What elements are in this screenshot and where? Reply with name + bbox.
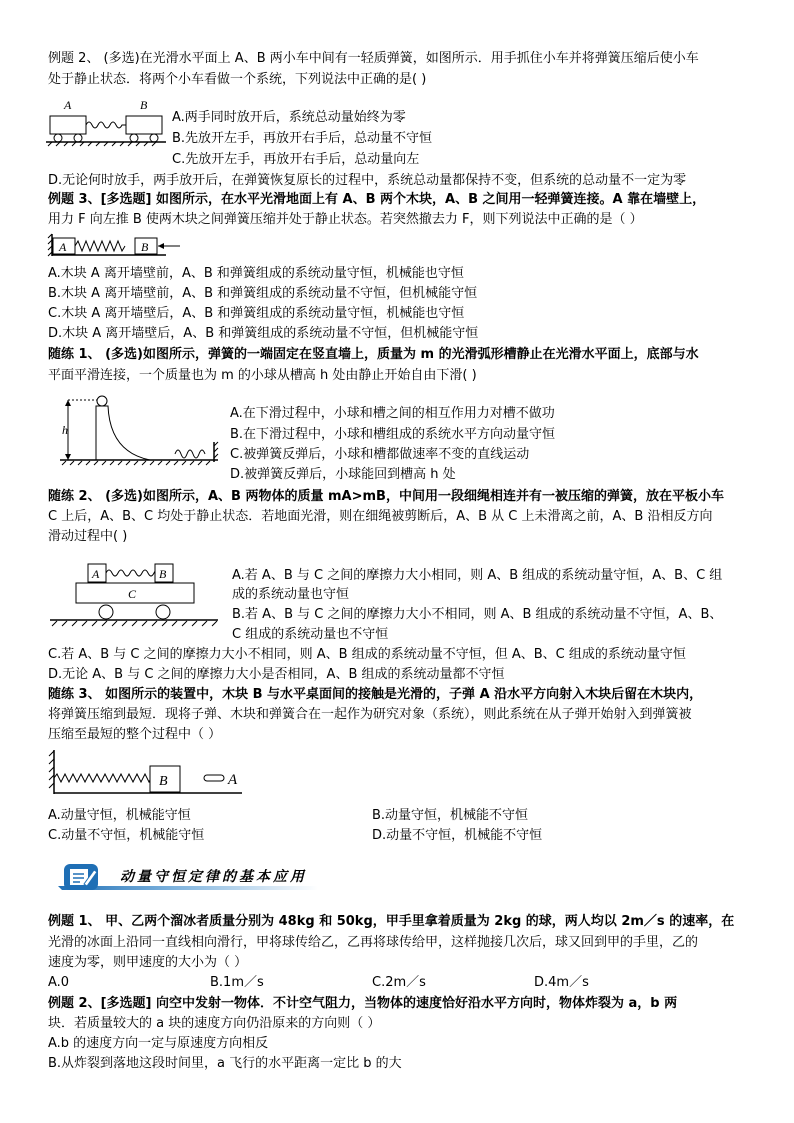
p2-option-b-line2: C 组成的系统动量也不守恒 xyxy=(232,627,389,642)
ex1-option-c: C.2m／s xyxy=(372,975,426,990)
p2-cart-figure xyxy=(48,558,220,636)
p1-stem-line1: 随练 1、 (多选)如图所示，弹簧的一端固定在竖直墙上，质量为 m 的光滑弧形槽静止在光滑水平面上，底部与水 xyxy=(48,347,699,362)
p2-label-a: A xyxy=(92,567,100,581)
p2-spring xyxy=(106,570,163,576)
ex2-option-d: D.无论何时放手，两手放开后，在弹簧恢复原长的过程中，系统总动量都保持不变，但系统的总动量不一定为零 xyxy=(48,173,687,188)
p2-option-a-line2: 成的系统动量也守恒 xyxy=(232,587,350,602)
ex3-block-figure xyxy=(46,232,186,260)
ex3-option-b: B.木块 A 离开墙壁前，A、B 和弹簧组成的系统动量不守恒，但机械能守恒 xyxy=(48,286,478,301)
p2-option-b-line1: B.若 A、B 与 C 之间的摩擦力大小不相同，则 A、B 组成的系统动量不守恒，A、B、 xyxy=(232,607,723,622)
p2-label-b: B xyxy=(159,567,167,581)
p2-option-a-line1: A.若 A、B 与 C 之间的摩擦力大小相同，则 A、B 组成的系统动量守恒，A、B、C 组 xyxy=(232,568,723,583)
p3-option-b: B.动量守恒，机械能不守恒 xyxy=(372,808,529,823)
p2-label-c: C xyxy=(128,587,137,601)
p1-spring xyxy=(175,450,205,458)
ex1-stem-line2: 光滑的冰面上沿同一直线相向滑行，甲将球传给乙，乙再将球传给甲，这样抛接几次后，球又回到甲的手里，乙的 xyxy=(48,935,699,950)
cart-b xyxy=(126,116,162,134)
p1-trough xyxy=(96,406,150,460)
ex2-stem-line2: 处于静止状态．将两个小车看做一个系统，下列说法中正确的是( ) xyxy=(48,72,427,87)
p1-stem-line2: 平面平滑连接，一个质量也为 m 的小球从槽高 h 处由静止开始自由下滑( ) xyxy=(48,368,477,383)
ex2-label-a: A xyxy=(64,98,72,112)
ex2b-stem-line1: 例题 2、[多选题] 向空中发射一物体．不计空气阻力，当物体的速度恰好沿水平方向时，物体炸裂为 a，b 两 xyxy=(48,996,678,1011)
ex1-option-d: D.4m／s xyxy=(534,975,589,990)
p1-option-a: A.在下滑过程中，小球和槽之间的相互作用力对槽不做功 xyxy=(230,406,555,421)
ex3-option-d: D.木块 A 离开墙壁后，A、B 和弹簧组成的系统动量不守恒，但机械能守恒 xyxy=(48,326,479,341)
ex1-stem-line3: 速度为零，则甲速度的大小为（ ） xyxy=(48,955,248,970)
cart-a xyxy=(50,116,86,134)
ex3-option-c: C.木块 A 离开墙壁后，A、B 和弹簧组成的系统动量守恒，机械能也守恒 xyxy=(48,306,465,321)
ex1-option-b: B.1m／s xyxy=(210,975,264,990)
ex3-stem-line1: 例题 3、[多选题] 如图所示，在水平光滑地面上有 A、B 两个木块，A、B 之间用一轻弹簧连接。A 靠在墙壁上， xyxy=(48,192,706,207)
force-arrow xyxy=(158,243,164,249)
ex1-option-a: A.0 xyxy=(48,975,70,990)
p2-option-d: D.无论 A、B 与 C 之间的摩擦力大小是否相同，A、B 组成的系统动量都不守恒 xyxy=(48,667,505,682)
p3-label-b: B xyxy=(159,774,168,789)
p2-stem-line3: 滑动过程中( ) xyxy=(48,529,128,544)
ex2b-option-b: B.从炸裂到落地这段时间里，a 飞行的水平距离一定比 b 的大 xyxy=(48,1056,402,1071)
p1-option-d: D.被弹簧反弹后，小球能回到槽高 h 处 xyxy=(230,467,456,482)
p3-option-d: D.动量不守恒，机械能不守恒 xyxy=(372,828,543,843)
p3-bullet xyxy=(204,775,224,781)
p1-label-h: h xyxy=(62,423,68,437)
p1-ball xyxy=(97,396,107,406)
ex2-spring xyxy=(86,122,126,128)
ex2-cart-figure xyxy=(46,96,166,152)
p3-stem-line2: 将弹簧压缩到最短．现将子弹、木块和弹簧合在一起作为研究对象（系统），则此系统在从子弹开始射入到弹簧被 xyxy=(48,707,692,722)
ex2-stem-line1: 例题 2、 (多选)在光滑水平面上 A、B 两小车中间有一轻质弹簧，如图所示．用手抓住小车并将弹簧压缩后使小车 xyxy=(48,51,699,66)
p2-option-c: C.若 A、B 与 C 之间的摩擦力大小不相同，则 A、B 组成的系统动量不守恒，但 A、B、C 组成的系统动量守恒 xyxy=(48,647,686,662)
ex2-option-b: B.先放开左手，再放开右手后，总动量不守恒 xyxy=(172,131,433,146)
ex1-stem-line1: 例题 1、 甲、乙两个溜冰者质量分别为 48kg 和 50kg，甲手里拿着质量为 2kg 的球，两人均以 2m／s 的速率，在 xyxy=(48,914,735,929)
p1-option-c: C.被弹簧反弹后，小球和槽都做速率不变的直线运动 xyxy=(230,447,530,462)
p3-option-a: A.动量守恒，机械能守恒 xyxy=(48,808,191,823)
section-title: 动量守恒定律的基本应用 xyxy=(120,869,307,885)
ex2-label-b: B xyxy=(140,98,148,112)
ex2-option-a: A.两手同时放开后，系统总动量始终为零 xyxy=(172,110,406,125)
p3-stem-line1: 随练 3、 如图所示的装置中，木块 B 与水平桌面间的接触是光滑的，子弹 A 沿水平方向射入木块后留在木块内， xyxy=(48,687,703,702)
p2-stem-line1: 随练 2、 (多选)如图所示，A、B 两物体的质量 mA>mB，中间用一段细绳相连并有一被压缩的弹簧，放在平板小车 xyxy=(48,489,724,504)
ex2-option-c: C.先放开左手，再放开右手后，总动量向左 xyxy=(172,152,420,167)
ex2b-stem-line2: 块．若质量较大的 a 块的速度方向仍沿原来的方向则（ ） xyxy=(48,1016,381,1031)
p3-label-a: A xyxy=(228,772,238,788)
p1-option-b: B.在下滑过程中，小球和槽组成的系统水平方向动量守恒 xyxy=(230,427,556,442)
p3-option-c: C.动量不守恒，机械能守恒 xyxy=(48,828,205,843)
p3-stem-line3: 压缩至最短的整个过程中（ ） xyxy=(48,727,222,742)
ex3-stem-line2: 用力 F 向左推 B 使两木块之间弹簧压缩并处于静止状态。若突然撤去力 F，则下列说法中正确的是（ ） xyxy=(48,212,643,227)
ex3-label-b: B xyxy=(141,240,149,254)
ex3-option-a: A.木块 A 离开墙壁前，A、B 和弹簧组成的系统动量守恒，机械能也守恒 xyxy=(48,266,464,281)
p1-trough-figure xyxy=(50,392,226,468)
ex2b-option-a: A.b 的速度方向一定与原速度方向相反 xyxy=(48,1036,269,1051)
p2-stem-line2: C 上后，A、B、C 均处于静止状态．若地面光滑，则在细绳被剪断后，A、B 从 C 上未滑离之前，A、B 沿相反方向 xyxy=(48,509,713,524)
p3-bullet-figure xyxy=(46,748,246,800)
ex3-spring xyxy=(75,241,125,251)
ex3-label-a: A xyxy=(59,240,67,254)
